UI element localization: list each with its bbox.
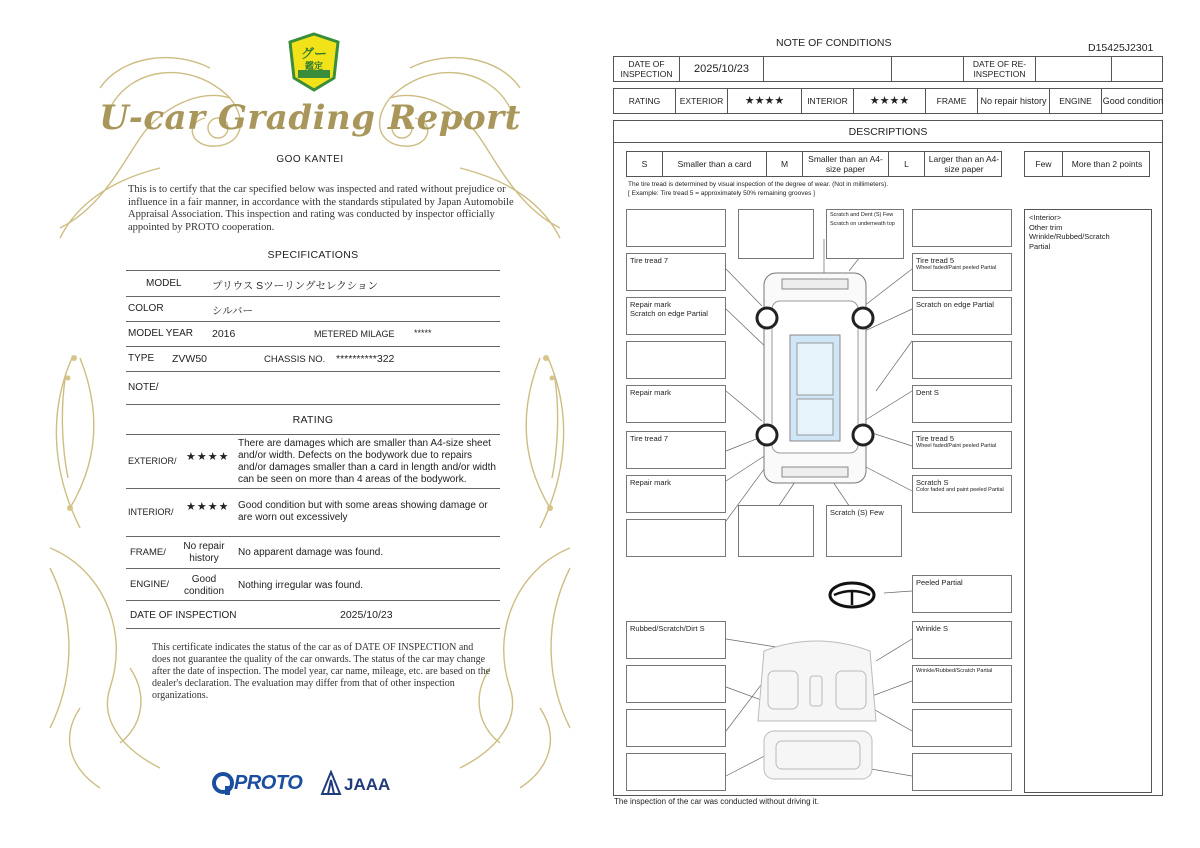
proto-logo: PROTO [234, 772, 303, 794]
engine-description: Nothing irregular was found. [238, 580, 364, 591]
engine-value: Good condition [1102, 96, 1164, 106]
chassis-value: **********322 [336, 353, 395, 365]
model-year-value: 2016 [212, 328, 236, 340]
color-value: シルバー [212, 305, 254, 317]
legend-s: S [627, 152, 663, 176]
certificate-footer: This certificate indicates the status of the car as of DATE OF INSPECTION and does not guarantee the quality of the car onwards. The status of the car may change after the date of inspection. The model year, car name, mileage, etc. are based on the dealer's declaration. The evaluation may differ from that of other inspection organizations. [152, 642, 491, 701]
interior-notes-list [1024, 209, 1152, 793]
legend-few: Few [1025, 152, 1063, 176]
note-box [626, 709, 726, 747]
divider [126, 568, 500, 569]
model-label: MODEL [146, 278, 182, 289]
certificate-intro: This is to certify that the car specified below was inspected and rated without prejudice or influence in a fair manner, in accordance with the standards stipulated by Japan Automobile Appraisal Association. This inspection and rating was conducted by inspector officially appointed by PROTO cooperation. [128, 184, 514, 233]
tire-note: The tire tread is determined by visual inspection of the degree of wear. (Not in millimeters). [628, 181, 889, 188]
tire-example: [ Example: Tire tread 5 = approximately 50% remaining grooves ] [628, 190, 815, 197]
empty-cell [1112, 57, 1164, 81]
interior-label: INTERIOR/ [128, 507, 174, 517]
goo-kantei-badge-icon [288, 32, 340, 92]
type-value: ZVW50 [172, 353, 208, 365]
frame-value: No repair history [978, 89, 1050, 113]
model-value: プリウス Sツーリングセレクション [212, 280, 379, 292]
tire-front-right-box: Tire tread 5 Wheel faded/Paint peeled Partial [912, 253, 1012, 291]
noc-footer: The inspection of the car was conducted without driving it. [614, 797, 819, 806]
repair-box-1: Repair mark Scratch on edge Partial [626, 297, 726, 335]
svg-text:グー: グー [300, 46, 328, 61]
frame-value: No repair history [183, 541, 225, 564]
chassis-label: CHASSIS NO. [264, 354, 326, 365]
color-label: COLOR [128, 303, 164, 314]
divider [126, 488, 500, 489]
note-box [626, 341, 726, 379]
frame-label: FRAME/ [130, 547, 166, 558]
interior-box-wrinkle-rubbed: Wrinkle/Rubbed/Scratch Partial [912, 665, 1012, 703]
empty-cell [892, 57, 964, 81]
rating-heading: RATING [292, 414, 334, 426]
reinspection-label: DATE OF RE-INSPECTION [964, 57, 1036, 81]
descriptions-panel [613, 120, 1163, 796]
divider [126, 371, 500, 372]
date-row [613, 56, 1163, 82]
note-box [912, 341, 1012, 379]
divider [126, 321, 500, 322]
scratch-edge-box: Scratch on edge Partial [912, 297, 1012, 335]
car-top-view-icon [757, 273, 873, 483]
interior-seats-icon [758, 641, 876, 779]
note-box [912, 709, 1012, 747]
note-of-conditions [606, 30, 1166, 810]
note-label: NOTE/ [128, 382, 159, 393]
dent-box: Dent S [912, 385, 1012, 423]
exterior-label: EXTERIOR/ [128, 456, 177, 466]
repair-box-3: Repair mark [626, 475, 726, 513]
bottom-center-box: Scratch (S) Few [826, 505, 902, 557]
grading-certificate [40, 28, 580, 828]
partner-logos [212, 770, 412, 800]
legend-few-desc: More than 2 points [1071, 159, 1143, 169]
date-value: 2025/10/23 [680, 57, 764, 81]
steering-box: Peeled Partial [912, 575, 1012, 613]
rating-label: RATING [614, 89, 676, 113]
top-center-box: Scratch and Dent (S) Few Scratch on underneath top [826, 209, 904, 259]
engine-label: ENGINE/ [130, 579, 170, 590]
note-box [912, 209, 1012, 247]
proto-logo-icon [212, 770, 234, 796]
tire-rear-right-box: Tire tread 5 Wheel faded/Paint peeled Partial [912, 431, 1012, 469]
mileage-value: ***** [414, 328, 432, 338]
legend-m-desc: Smaller than an A4-size paper [803, 152, 889, 176]
descriptions-title: DESCRIPTIONS [614, 121, 1162, 143]
tire-rear-left-box: Tire tread 7 [626, 431, 726, 469]
note-box [626, 753, 726, 791]
noc-title: NOTE OF CONDITIONS [776, 37, 892, 49]
interior-list-item: Other trim [1029, 222, 1063, 232]
certificate-title: U-car Grading Report [99, 98, 521, 138]
frame-description: No apparent damage was found. [238, 547, 384, 558]
steering-wheel-icon [830, 583, 874, 607]
interior-description: Good condition but with some areas showing damage or are worn out excessively [238, 500, 488, 523]
note-box [738, 505, 814, 557]
date-of-inspection-value: 2025/10/23 [340, 609, 393, 621]
note-box [738, 209, 814, 259]
interior-list-item: <Interior> [1029, 213, 1062, 222]
divider [126, 404, 500, 405]
jaaa-logo: JAAA [344, 775, 391, 794]
gold-ornament-border [40, 28, 580, 828]
date-of-inspection-label: DATE OF INSPECTION [130, 610, 237, 621]
legend-s-desc: Smaller than a card [663, 152, 767, 176]
divider [126, 434, 500, 435]
interior-label: INTERIOR [802, 89, 854, 113]
interior-stars: ★★★★ [186, 501, 230, 513]
repair-box-2: Repair mark [626, 385, 726, 423]
type-label: TYPE [128, 353, 155, 364]
legend-l-desc: Larger than an A4-size paper [928, 154, 1000, 174]
exterior-stars: ★★★★ [186, 451, 230, 463]
specifications-heading: SPECIFICATIONS [267, 249, 359, 261]
engine-value: Good condition [183, 574, 225, 597]
interior-stars: ★★★★ [854, 89, 926, 113]
model-year-label: MODEL YEAR [128, 328, 194, 339]
note-box [626, 209, 726, 247]
divider [126, 600, 500, 601]
divider [126, 536, 500, 537]
engine-label: ENGINE [1050, 89, 1102, 113]
legend-m: M [767, 152, 803, 176]
svg-text:鑑定: 鑑定 [304, 61, 324, 71]
exterior-description: There are damages which are smaller than A4-size sheet and/or width. Defects on the bodywork due to repairs and/or damages smaller than a card in length and/or width can be seen on more than 4 areas of the bodywork. [238, 438, 496, 485]
frame-label: FRAME [926, 89, 978, 113]
divider [126, 296, 500, 297]
tire-front-left-box: Tire tread 7 [626, 253, 726, 291]
note-box [626, 519, 726, 557]
legend-l: L [889, 152, 925, 176]
divider [126, 628, 500, 629]
divider [126, 346, 500, 347]
date-label: DATE OF INSPECTION [614, 57, 680, 81]
exterior-label: EXTERIOR [676, 89, 728, 113]
interior-box-wrinkle: Wrinkle S [912, 621, 1012, 659]
exterior-stars: ★★★★ [728, 89, 802, 113]
mileage-label: METERED MILAGE [314, 329, 395, 339]
interior-box-1: Rubbed/Scratch/Dirt S [626, 621, 726, 659]
note-box [912, 753, 1012, 791]
empty-cell [764, 57, 892, 81]
noc-document-id: D15425J2301 [1088, 42, 1154, 54]
note-box [626, 665, 726, 703]
jaaa-logo-icon [320, 770, 342, 796]
interior-list-item: Partial [1029, 241, 1051, 251]
interior-list-item: Wrinkle/Rubbed/Scratch [1029, 232, 1110, 241]
certificate-subtitle: GOO KANTEI [276, 154, 344, 165]
rating-row [613, 88, 1163, 114]
divider [126, 270, 500, 271]
empty-cell [1036, 57, 1112, 81]
scratch-box: Scratch S Color faded and paint peeled Partial [912, 475, 1012, 513]
